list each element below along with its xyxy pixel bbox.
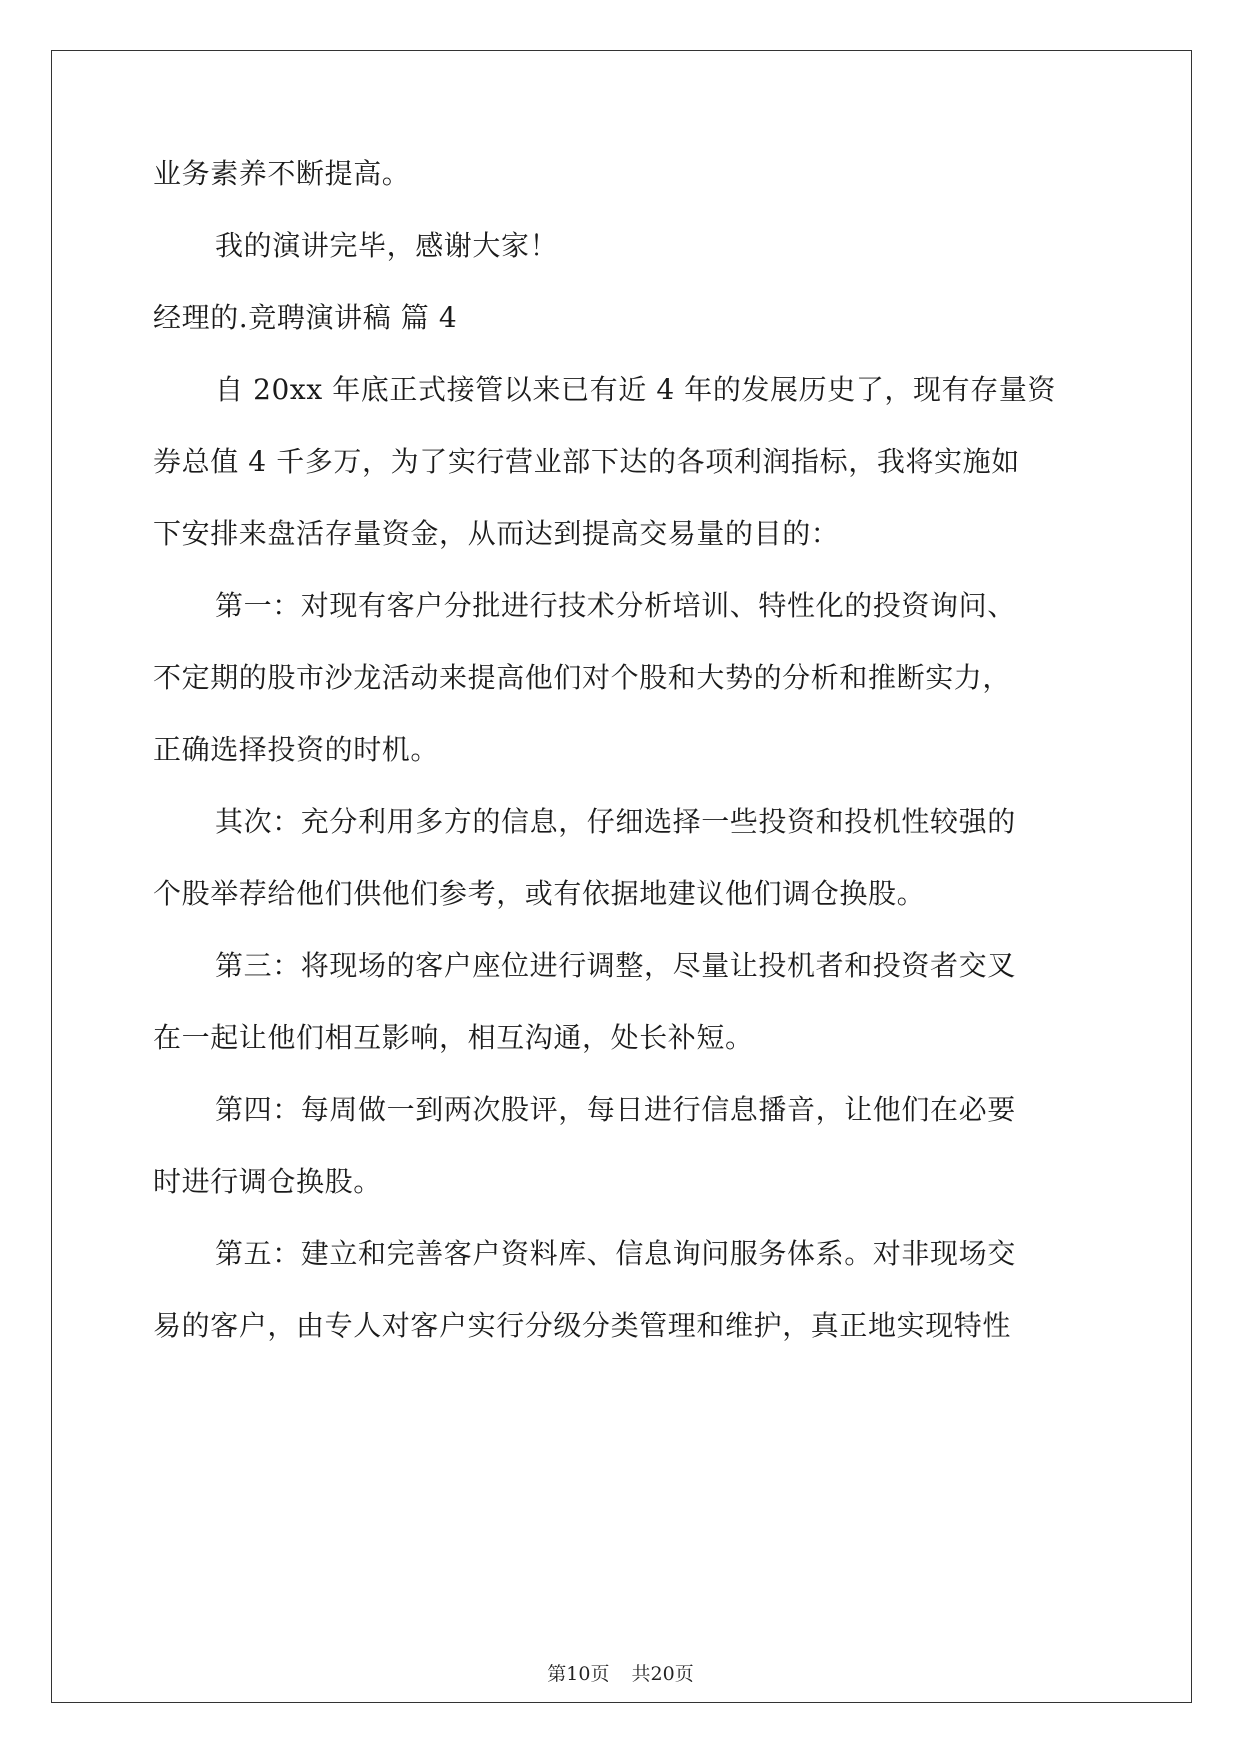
paragraph-line: 自 20xx 年底正式接管以来已有近 4 年的发展历史了，现有存量资 [215,373,1057,406]
paragraph-line: 第四：每周做一到两次股评，每日进行信息播音，让他们在必要 [215,1093,1016,1126]
paragraph-line: 其次：充分利用多方的信息，仔细选择一些投资和投机性较强的 [215,805,1016,838]
paragraph-line: 我的演讲完毕，感谢大家！ [215,229,559,262]
paragraph-line: 第五：建立和完善客户资料库、信息询问服务体系。对非现场交 [215,1237,1016,1270]
paragraph-line: 下安排来盘活存量资金，从而达到提高交易量的目的： [153,517,840,550]
paragraph-line: 正确选择投资的时机。 [153,733,440,766]
paragraph-line: 第一：对现有客户分批进行技术分析培训、特性化的投资询问、 [215,589,1016,622]
page-number: 第10页 [547,1663,610,1685]
paragraph-line: 时进行调仓换股。 [153,1165,382,1198]
paragraph-line: 不定期的股市沙龙活动来提高他们对个股和大势的分析和推断实力， [153,661,1012,694]
page-footer [0,1662,1241,1686]
paragraph-line: 业务素养不断提高。 [153,157,411,190]
paragraph-line: 券总值 4 千多万，为了实行营业部下达的各项利润指标，我将实施如 [153,445,1020,478]
paragraph-line: 个股举荐给他们供他们参考，或有依据地建议他们调仓换股。 [153,877,926,910]
section-heading: 经理的.竞聘演讲稿 篇 4 [153,301,458,334]
page-total: 共20页 [631,1663,694,1685]
paragraph-line: 在一起让他们相互影响，相互沟通，处长补短。 [153,1021,754,1054]
paragraph-line: 第三：将现场的客户座位进行调整，尽量让投机者和投资者交叉 [215,949,1016,982]
paragraph-line: 易的客户，由专人对客户实行分级分类管理和维护，真正地实现特性 [153,1309,1012,1342]
